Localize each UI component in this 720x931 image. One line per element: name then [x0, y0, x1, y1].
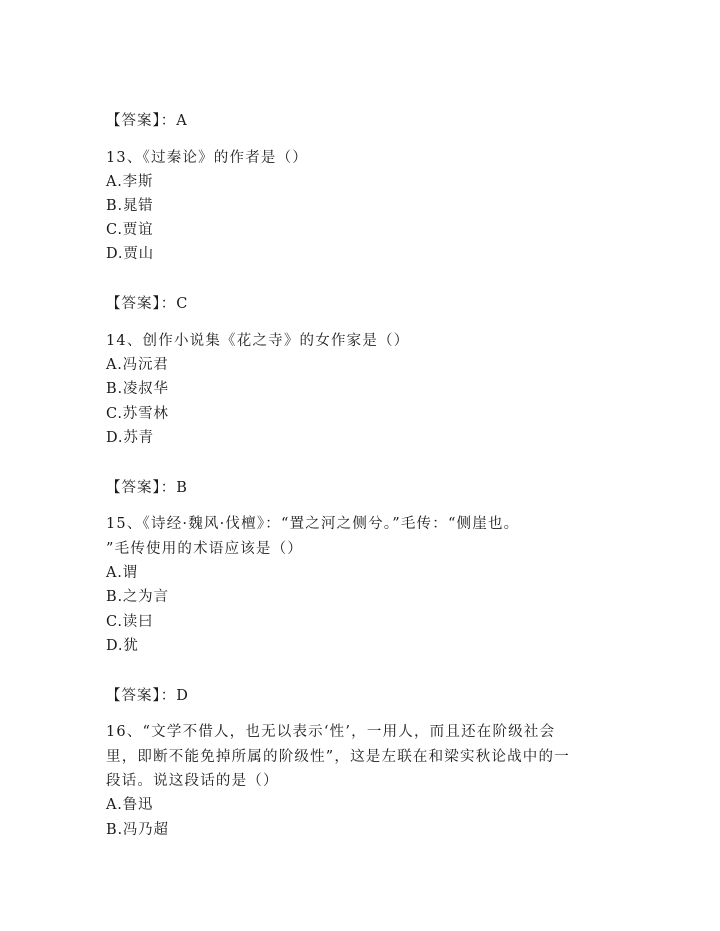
question-15-option-a: A.谓 [106, 565, 138, 581]
question-16-stem-line-1: 16、“文学不借人，也无以表示‘性’，一用人，而且还在阶级社会 [106, 724, 556, 740]
question-14-stem: 14、创作小说集《花之寺》的女作家是（） [106, 333, 410, 349]
question-13-option-b: B.晁错 [106, 198, 154, 214]
answer-12: 【答案】：A [106, 113, 188, 129]
answer-13: 【答案】：C [106, 296, 189, 312]
question-14-option-d: D.苏青 [106, 430, 154, 446]
question-14-option-b: B.凌叔华 [106, 381, 169, 397]
question-16-option-b: B.冯乃超 [106, 822, 169, 838]
question-16-stem-line-3: 段话。说这段话的是（） [106, 773, 279, 789]
question-13-option-d: D.贾山 [106, 246, 154, 262]
question-13-stem: 13、《过秦论》的作者是（） [106, 150, 308, 166]
question-15-option-c: C.读曰 [106, 614, 154, 630]
question-13-option-c: C.贾谊 [106, 222, 154, 238]
answer-15: 【答案】：D [106, 688, 189, 704]
question-13-option-a: A.李斯 [106, 174, 154, 190]
question-15-option-d: D.犹 [106, 638, 139, 654]
question-14-option-c: C.苏雪林 [106, 406, 169, 422]
question-15-stem-line-2: ”毛传使用的术语应该是（） [106, 541, 304, 557]
question-14-option-a: A.冯沅君 [106, 357, 169, 373]
question-15-option-b: B.之为言 [106, 589, 169, 605]
answer-14: 【答案】：B [106, 480, 188, 496]
question-16-option-a: A.鲁迅 [106, 797, 154, 813]
question-16-stem-line-2: 里，即断不能免掉所属的阶级性”，这是左联在和梁实秋论战中的一 [106, 749, 570, 765]
question-15-stem-line-1: 15、《诗经·魏风·伐檀》：“置之河之侧兮。”毛传：“侧崖也。 [106, 516, 520, 532]
